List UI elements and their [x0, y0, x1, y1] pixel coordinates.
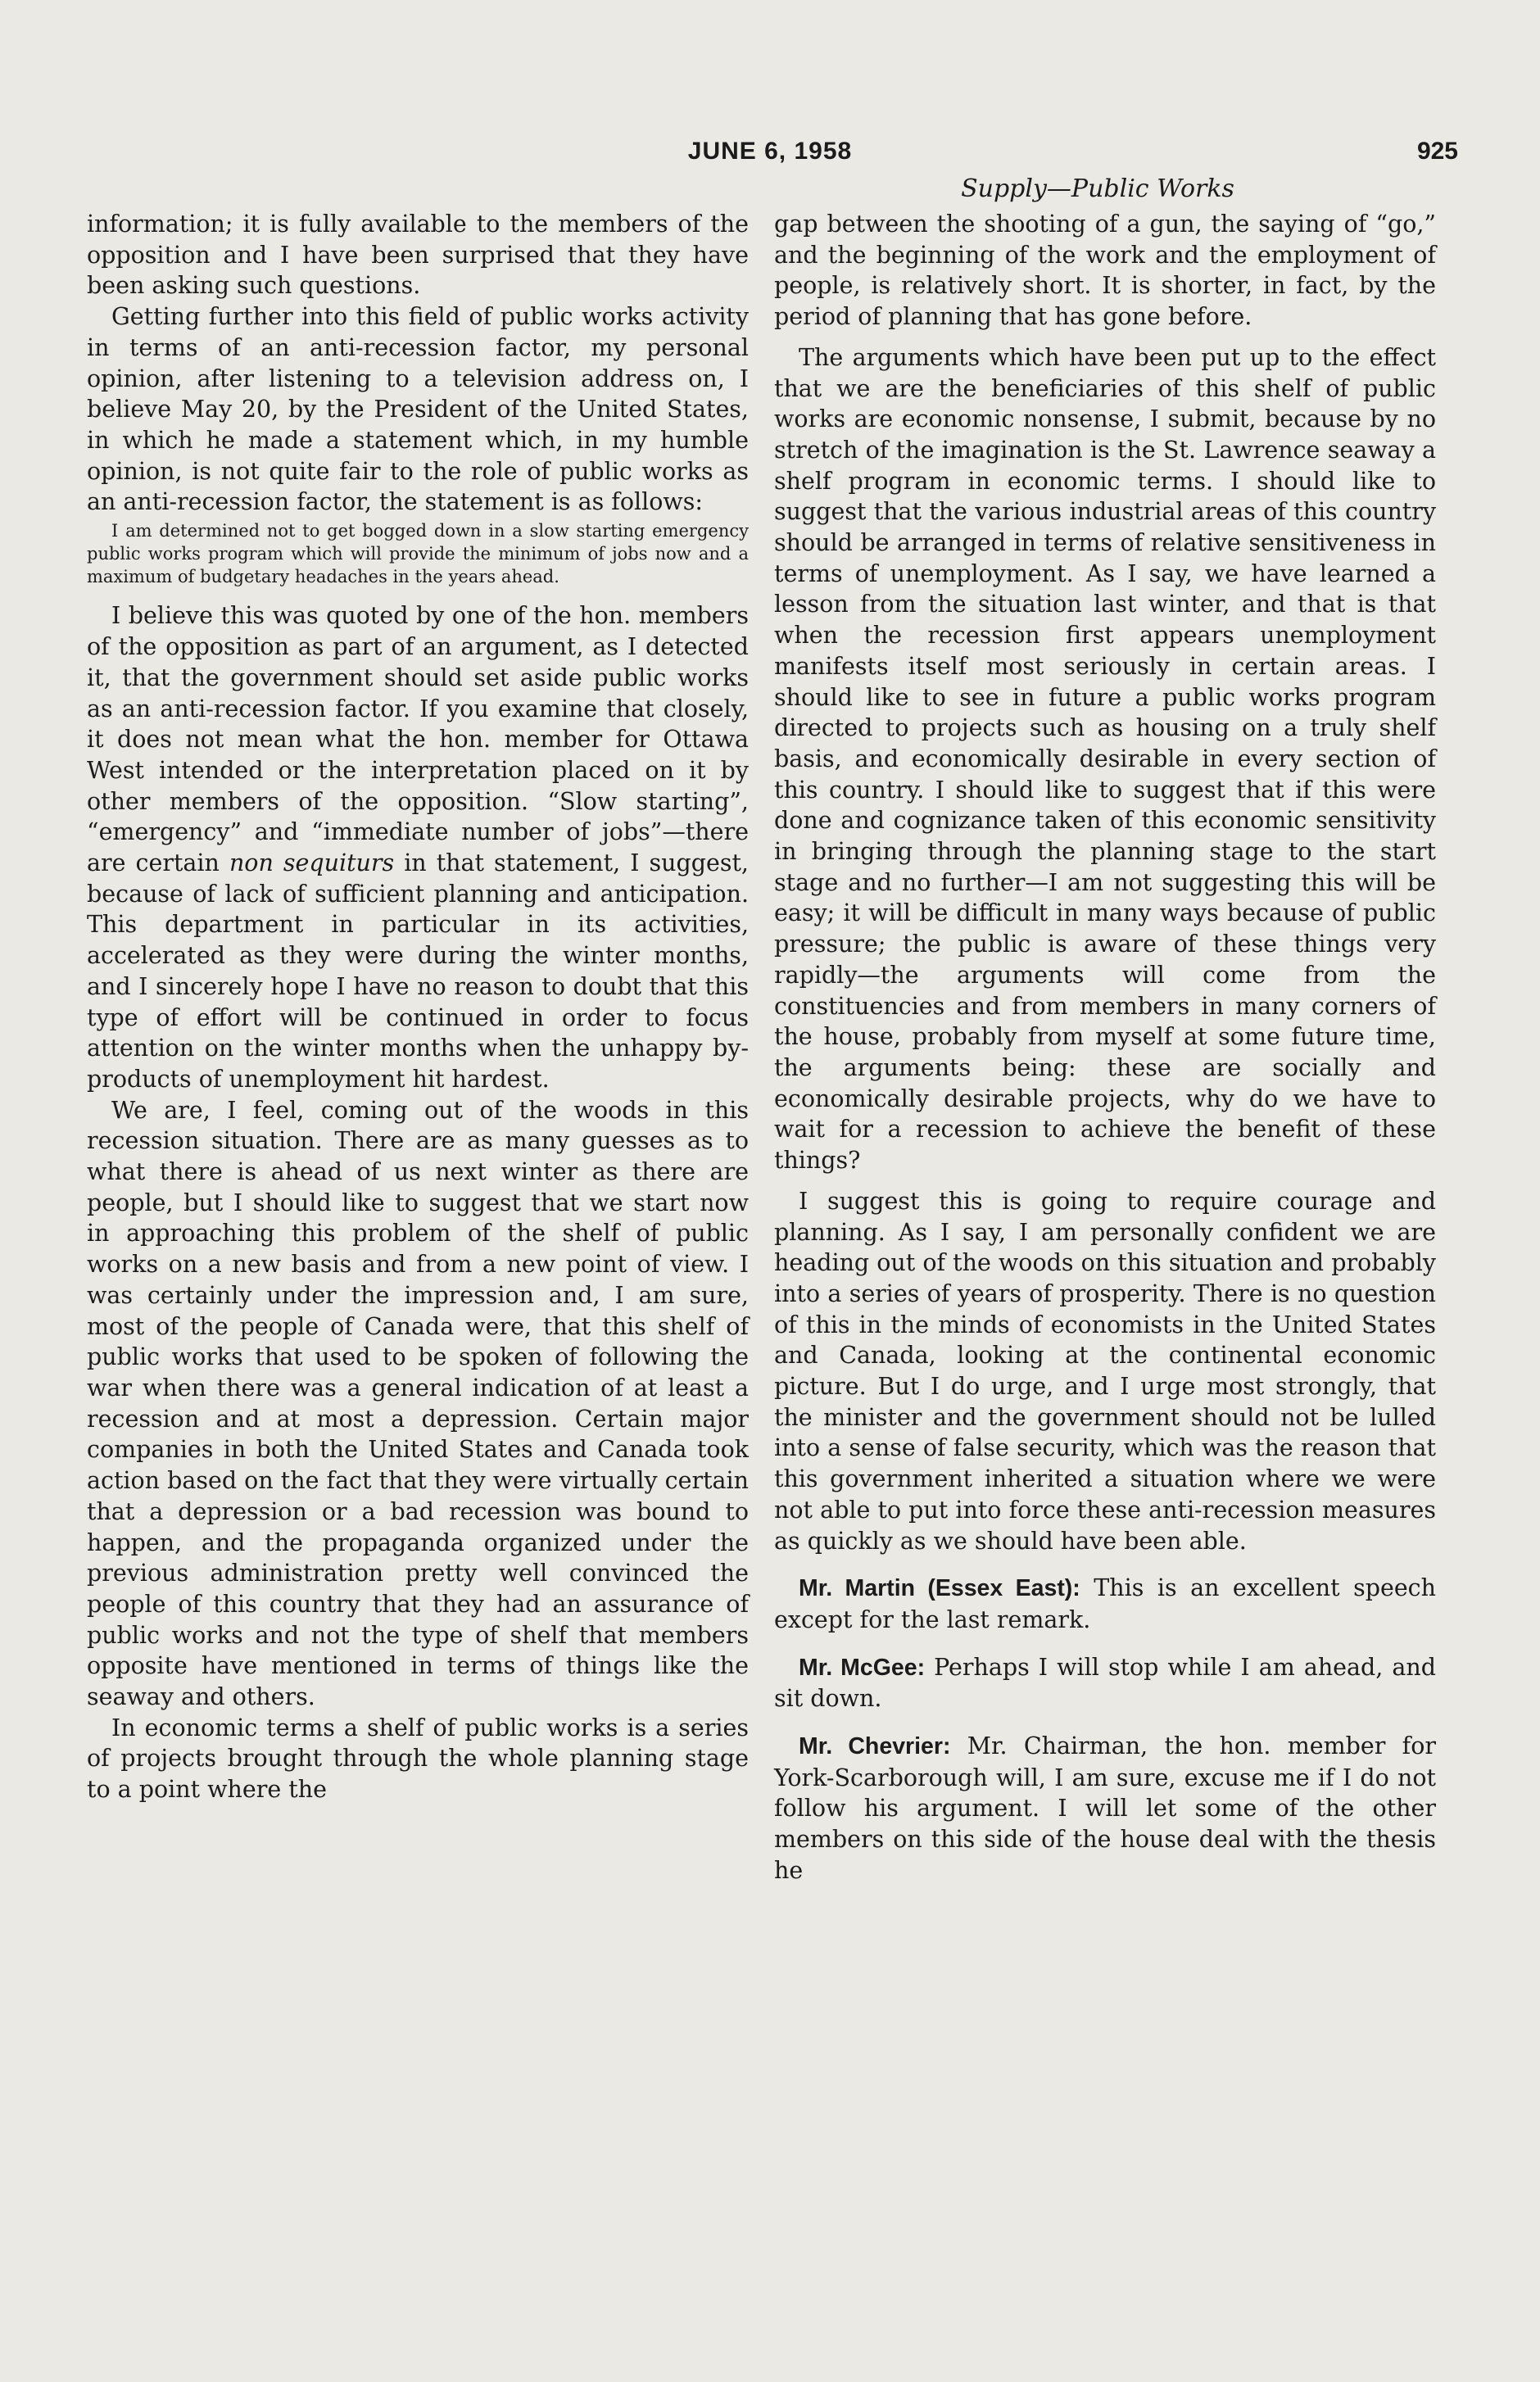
text-run: Mr. Chairman, the hon. member for York-Scarborough will, I am sure, excuse me if I do not follow his argument. I will let some of the other members on this side of the house deal with the thesis he — [774, 1732, 1436, 1884]
block-quote: I am determined not to get bogged down in a slow starting emergency public works program which will provide the minimum of jobs now and a maximum of budgetary headaches in the years ahead. — [87, 521, 749, 586]
speaker-name: Mr. Chevrier: — [799, 1733, 951, 1760]
speaker-paragraph — [774, 1731, 1436, 1886]
paragraph: In economic terms a shelf of public works is a series of projects brought through the whole planning stage to a point where the — [87, 1714, 749, 1804]
text-run: in that statement, I suggest, because of lack of sufficient planning and anticipation. This department in particular in its activities, accelerated as they were during the winter months, and I sincerely hope I have no reason to doubt that this type of effort will be continued in order to focus attention on the winter months when the unhappy by-products of unemployment hit hardest. — [87, 849, 749, 1093]
speaker-paragraph — [774, 1573, 1436, 1635]
paragraph: gap between the shooting of a gun, the saying of “go,” and the beginning of the work and the employment of people, is relatively short. It is shorter, in fact, by the period of planning that has gone before. — [774, 211, 1436, 331]
paragraph: information; it is fully available to the members of the opposition and I have been surprised that they have been asking such questions. — [87, 211, 749, 300]
paragraph: The arguments which have been put up to the effect that we are the beneficiaries of this shelf of public works are economic nonsense, I submit, because by no stretch of the imagination is the St. Lawrence seaway a shelf program in economic terms. I should like to suggest that the various industrial areas of this country should be arranged in terms of relative sensitiveness in terms of unemployment. As I say, we have learned a lesson from the situation last winter, and that is that when the recession first appears unemployment manifests itself most seriously in certain areas. I should like to see in future a public works program directed to projects such as housing on a truly shelf basis, and economically desirable in every section of this country. I should like to suggest that if this were done and cognizance taken of this economic sensitivity in bringing through the planning stage to the start stage and no further—I am not suggesting this will be easy; it will be difficult in many ways because of public pressure; the public is aware of these things very rapidly—the arguments will come from the constituencies and from members in many corners of the house, probably from myself at some future time, the arguments being: these are socially and economically desirable projects, why do we have to wait for a recession to achieve the benefit of these things? — [774, 343, 1436, 1175]
page-date: JUNE 6, 1958 — [687, 138, 853, 165]
text-run: This is an excellent speech except for the last remark. — [774, 1574, 1436, 1633]
text-run: I believe this was quoted by one of the hon. members of the opposition as part of an argument, as I detected it, that the government should set aside public works as an anti-recession factor. If you examine that closely, it does not mean what the hon. member for Ottawa West intended or the interpretation placed on it by other members of the opposition. “Slow starting”, “emergency” and “immediate number of jobs”—there are certain — [87, 602, 749, 877]
paragraph: We are, I feel, coming out of the woods in this recession situation. There are as many guesses as to what there is ahead of us next winter as there are people, but I should like to suggest that we start now in approaching this problem of the shelf of public works on a new basis and from a new point of view. I was certainly under the impression and, I am sure, most of the people of Canada were, that this shelf of public works that used to be spoken of following the war when there was a general indication of at least a recession and at most a depression. Certain major companies in both the United States and Canada took action based on the fact that they were virtually certain that a depression or a bad recession was bound to happen, and the propaganda organized under the previous administration pretty well convinced the people of this country that they had an assurance of public works and not the type of shelf that members opposite have mentioned in terms of things like the seaway and others. — [87, 1096, 749, 1711]
left-column — [87, 209, 749, 1805]
speaker-name: Mr. Martin (Essex East): — [799, 1575, 1080, 1602]
speaker-paragraph — [774, 1652, 1436, 1714]
italic-phrase: non sequiturs — [229, 849, 395, 877]
page-number: 925 — [1416, 138, 1458, 165]
paragraph: I suggest this is going to require courage and planning. As I say, I am personally confident we are heading out of the woods on this situation and probably into a series of years of prosperity. There is no question of this in the minds of economists in the United States and Canada, looking at the continental economic picture. But I do urge, and I urge most strongly, that the minister and the government should not be lulled into a sense of false security, which was the reason that this government inherited a situation where we were not able to put into force these anti-recession measures as quickly as we should have been able. — [774, 1187, 1436, 1555]
right-column — [774, 209, 1436, 1886]
paragraph: Getting further into this field of public works activity in terms of an anti-recession factor, my personal opinion, after listening to a television address on, I believe May 20, by the President of the United States, in which he made a statement which, in my humble opinion, is not quite fair to the role of public works as an anti-recession factor, the statement is as follows: — [87, 303, 749, 516]
paragraph — [87, 600, 749, 1094]
text-run: Perhaps I will stop while I am ahead, and sit down. — [774, 1653, 1436, 1713]
section-subtitle: Supply—Public Works — [961, 174, 1234, 203]
speaker-name: Mr. McGee: — [799, 1654, 926, 1681]
